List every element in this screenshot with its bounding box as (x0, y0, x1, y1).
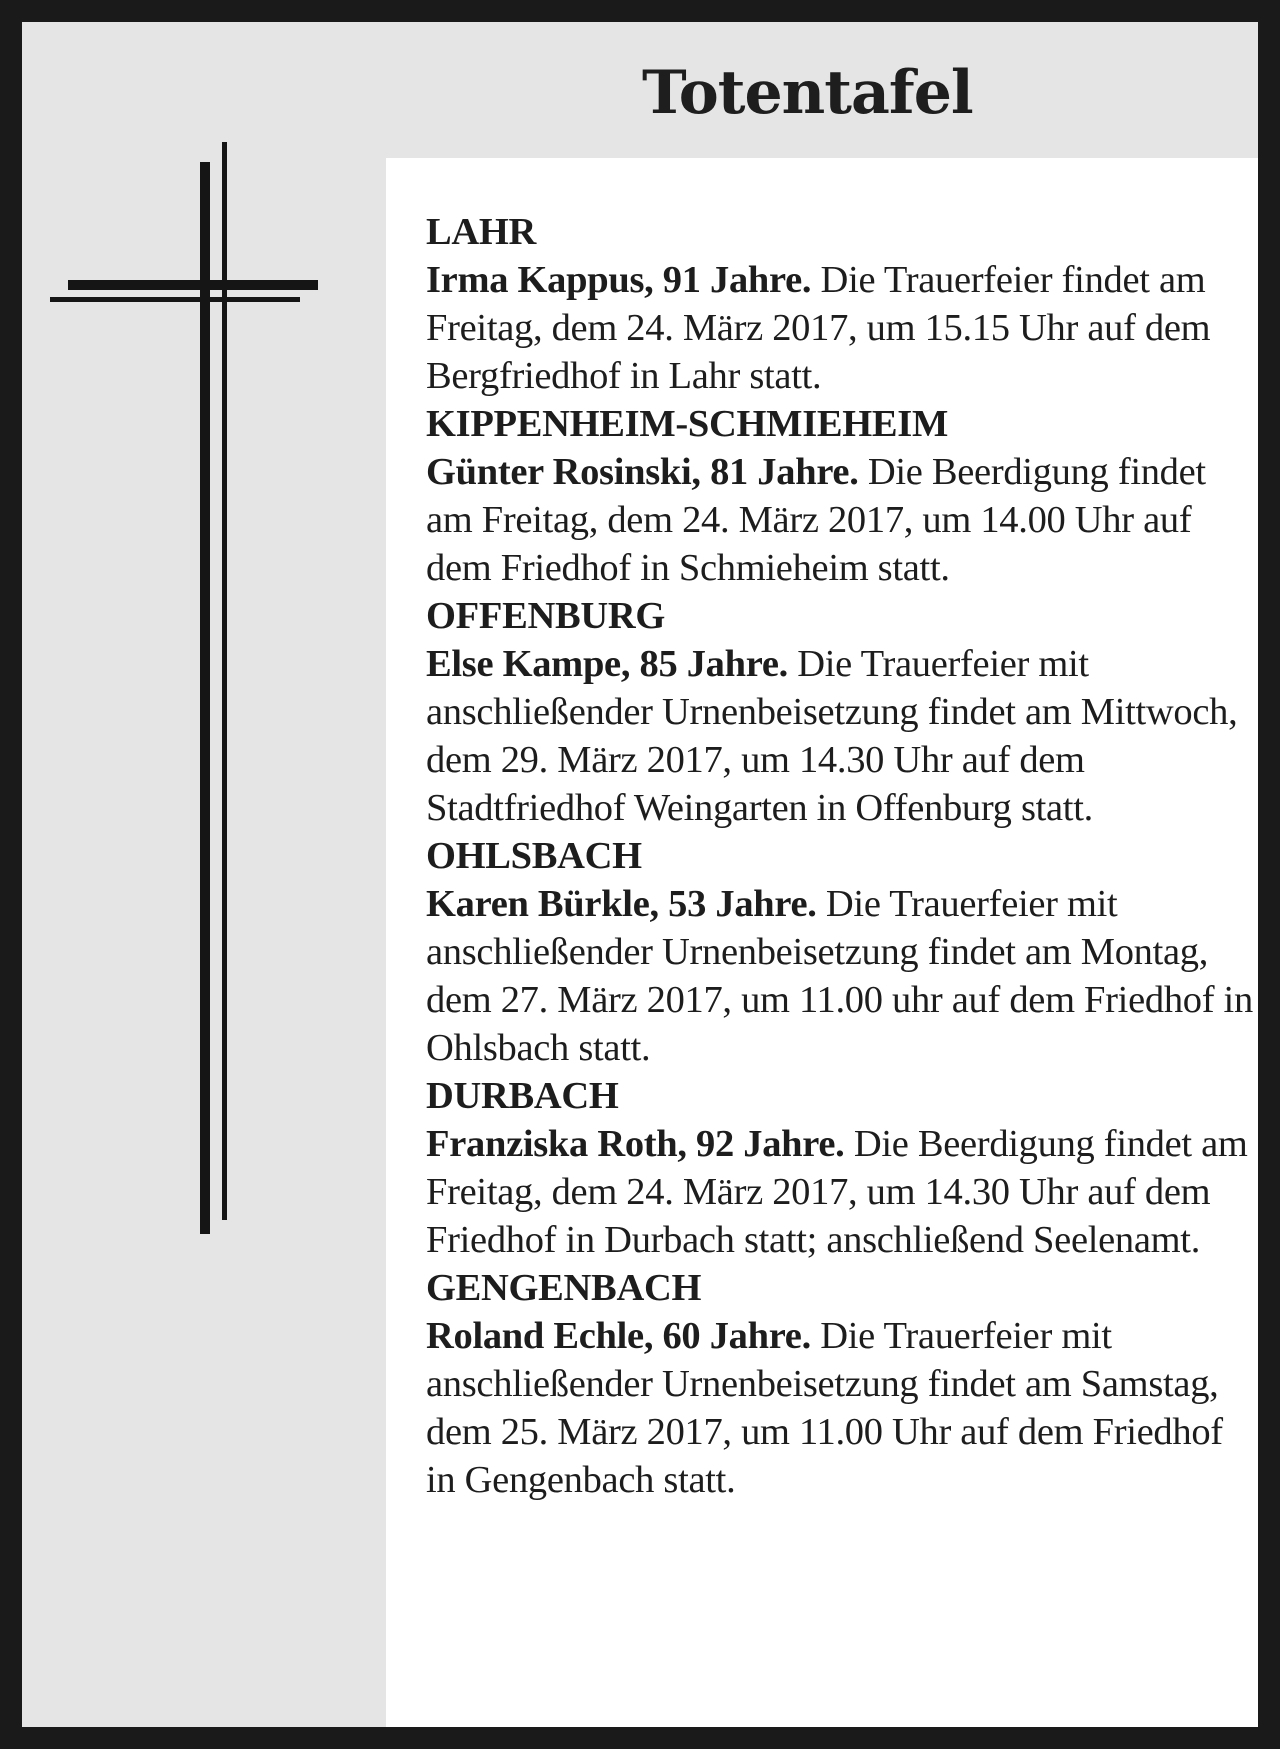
town-heading: DURBACH (426, 1075, 619, 1117)
notice-text: Die Beerdigung findet am Freitag, dem 24. März 2017, um 14.00 Uhr auf dem Friedhof in Schmieheim statt. (426, 451, 1206, 589)
list-item (426, 1264, 1256, 1504)
list-item (426, 208, 1256, 400)
town-heading: LAHR (426, 211, 537, 253)
person-name: Günter Rosinski, 81 Jahre. (426, 451, 859, 493)
town-heading: OFFENBURG (426, 595, 665, 637)
person-name: Else Kampe, 85 Jahre. (426, 643, 788, 685)
list-item (426, 400, 1256, 592)
notice-text: Die Beerdigung findet am Freitag, dem 24. März 2017, um 14.30 Uhr auf dem Friedhof in Durbach statt; anschließend Seelenamt. (426, 1123, 1248, 1261)
list-item (426, 1072, 1256, 1264)
town-heading: KIPPENHEIM-SCHMIEHEIM (426, 403, 949, 445)
town-heading: OHLSBACH (426, 835, 642, 877)
list-item (426, 592, 1256, 832)
obituary-list (386, 158, 1258, 1727)
notice-text: Die Trauerfeier mit anschließender Urnenbeisetzung findet am Mittwoch, dem 29. März 2017, um 14.30 Uhr auf dem Stadtfriedhof Weingarten in Offenburg statt. (426, 643, 1238, 829)
notice-text: Die Trauerfeier mit anschließender Urnenbeisetzung findet am Montag, dem 27. März 2017, um 11.00 uhr auf dem Friedhof in Ohlsbach statt. (426, 883, 1253, 1069)
town-heading: GENGENBACH (426, 1267, 702, 1309)
cross-icon (22, 22, 386, 1422)
obituary-panel (22, 22, 1258, 1727)
notice-text: Die Trauerfeier mit anschließender Urnenbeisetzung findet am Samstag, dem 25. März 2017, um 11.00 Uhr auf dem Friedhof in Gengenbach statt. (426, 1315, 1223, 1501)
person-name: Franziska Roth, 92 Jahre. (426, 1123, 845, 1165)
notice-text: Die Trauerfeier findet am Freitag, dem 24. März 2017, um 15.15 Uhr auf dem Bergfriedhof in Lahr statt. (426, 259, 1211, 397)
page-title: Totentafel (642, 58, 973, 128)
person-name: Irma Kappus, 91 Jahre. (426, 259, 812, 301)
list-item (426, 832, 1256, 1072)
person-name: Roland Echle, 60 Jahre. (426, 1315, 811, 1357)
person-name: Karen Bürkle, 53 Jahre. (426, 883, 817, 925)
